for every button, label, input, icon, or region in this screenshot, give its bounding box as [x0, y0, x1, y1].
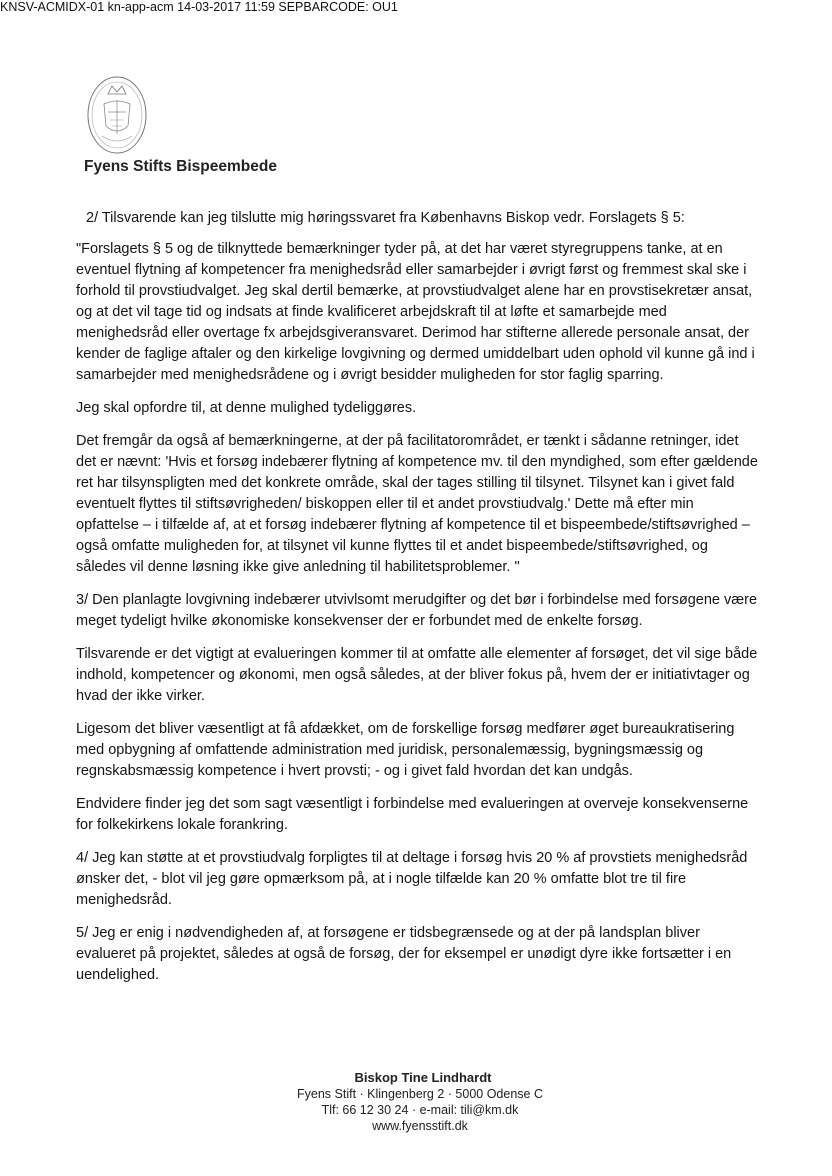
fax-header: KNSV-ACMIDX-01 kn-app-acm 14-03-2017 11:59 SEPBARCODE: OU1 [0, 0, 398, 14]
paragraph: Det fremgår da også af bemærkningerne, at der på facilitatorområdet, er tænkt i sådanne retninger, idet det er nævnt: 'Hvis et forsøg indebærer flytning af kompetence mv. til den myndighed, som efter gældende ret har tilsynspligten med det konkrete område, skal der tages stilling til tilsynet. Tilsynet kan i givet fald eventuelt flyttes til stiftsøvrigheden/ biskoppen eller til et andet provstiudvalg.' Dette må efter min opfattelse – i tilfælde af, at et forsøg indebærer flytning af kompetence til et bispeembede/stiftsøvrighed – også omfatte muligheden for, at tilsynet vil kunne flyttes til et andet bispeembede/stiftsøvrighed, og således vil denne løsning ikke give anledning til habilitetsproblemer. " [76, 433, 758, 575]
website-link[interactable]: www.fyensstift.dk [372, 1119, 468, 1133]
paragraph: 3/ Den planlagte lovgivning indebærer utvivlsomt merudgifter og det bør i forbindelse med forsøgene være meget tydeligt hvilke økonomiske konsekvenser der er forbundet med de enkelte forsøg. [76, 592, 758, 629]
paragraph: Endvidere finder jeg det som sagt væsentligt i forbindelse med evalueringen at overveje konsekvenserne for folkekirkens lokale forankring. [76, 796, 749, 833]
contact-info: Tlf: 66 12 30 24 · e-mail: tili@km.dk [321, 1103, 519, 1117]
paragraph: Jeg skal opfordre til, at denne mulighed tydeliggøres. [76, 400, 417, 416]
paragraph: 2/ Tilsvarende kan jeg tilslutte mig høringssvaret fra Københavns Biskop vedr. Forslagets § 5: [86, 210, 685, 226]
letter-body [76, 208, 760, 998]
paragraph: 5/ Jeg er enig i nødvendigheden af, at forsøgene er tidsbegrænsede og at der på landsplan bliver evalueret på projektet, således at også de forsøg, der for eksempel er unødigt dyre ikke fortsætter i en uendelighed. [76, 925, 732, 983]
postal-address: Fyens Stift · Klingenberg 2 · 5000 Odense C [297, 1087, 543, 1101]
letterhead-footer [0, 1070, 832, 1134]
paragraph: Ligesom det bliver væsentligt at få afdækket, om de forskellige forsøg medfører øget bureaukratisering med opbygning af omfattende administration med juridisk, personalemæssig, bygningsmæssig og regnskabsmæssig kompetence i hvert provsti; - og i givet fald hvordan det kan undgås. [76, 721, 735, 779]
paragraph: Tilsvarende er det vigtigt at evalueringen kommer til at omfatte alle elementer af forsøget, det vil sige både indhold, kompetencer og økonomi, men også således, at der bliver fokus på, hvem der er initiativtager og hvad der ikke virker. [76, 646, 758, 704]
signatory-name: Biskop Tine Lindhardt [354, 1070, 492, 1085]
paragraph: "Forslagets § 5 og de tilknyttede bemærkninger tyder på, at det har været styregruppens tanke, at en eventuel flytning af kompetencer fra menighedsråd eller samarbejder i øvrigt først og fremmest skal ske i forhold til provstiudvalget. Jeg skal dertil bemærke, at provstiudvalget alene har en provstisekretær ansat, og at det vil tage tid og indsats at finde kvalificeret arbejdskraft til at løfte et samarbejde med menighedsråd eller overtage fx arbejdsgiveransvaret. Derimod har stifterne allerede personale ansat, der kender de faglige aftaler og den kirkelige lovgivning og dermed umiddelbart uden ophold vil kunne gå ind i samarbejder med menighedsrådene og i øvrigt besidder muligheden for stor faglig sparring. [76, 241, 755, 383]
office-title: Fyens Stifts Bispeembede [84, 158, 277, 175]
diocese-seal-icon [86, 74, 148, 156]
paragraph: 4/ Jeg kan støtte at et provstiudvalg forpligtes til at deltage i forsøg hvis 20 % af provstiets menighedsråd ønsker det, - blot vil jeg gøre opmærksom på, at i nogle tilfælde kan 20 % omfatte blot tre til fire menighedsråd. [76, 850, 748, 908]
